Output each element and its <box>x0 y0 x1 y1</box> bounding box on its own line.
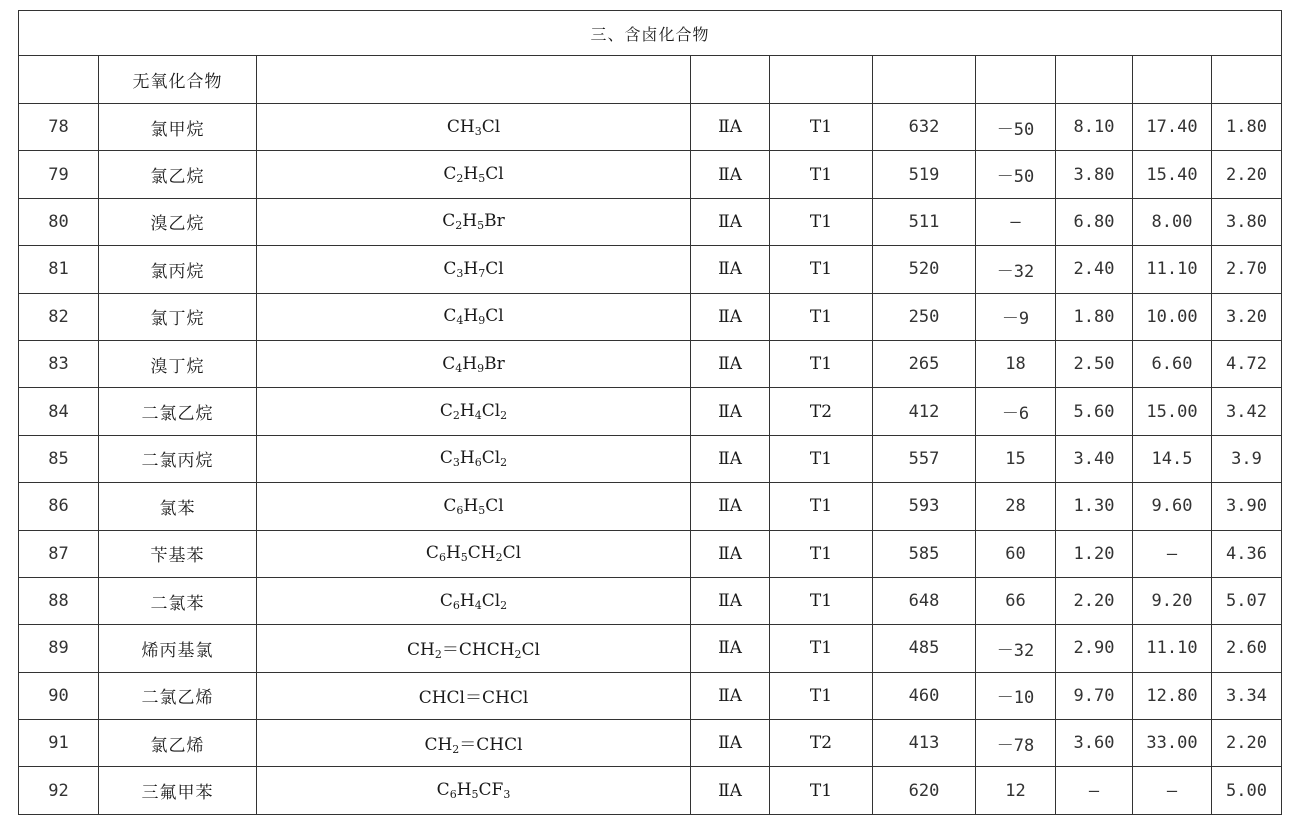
formula-segment: H <box>459 448 475 469</box>
relative-density: 3.42 <box>1212 388 1282 435</box>
lower-explosive-limit: 3.40 <box>1056 435 1133 482</box>
compound-name: 二氯苯 <box>99 577 257 624</box>
compound-name: 溴丁烷 <box>99 340 257 387</box>
formula-subscript: 6 <box>449 788 457 802</box>
chemical-formula <box>257 198 691 245</box>
formula-segment: CHCl＝CHCl <box>418 688 529 709</box>
gas-group: ⅡA <box>691 577 770 624</box>
empty-cell <box>1056 56 1133 104</box>
row-number: 87 <box>19 530 99 577</box>
temperature-class: T1 <box>770 246 873 293</box>
gas-group: ⅡA <box>691 483 770 530</box>
ignition-temperature: 250 <box>873 293 976 340</box>
table-row <box>19 530 1282 577</box>
upper-explosive-limit: 11.10 <box>1133 625 1212 672</box>
flash-point: －32 <box>976 246 1056 293</box>
formula-segment: C <box>439 448 453 469</box>
ignition-temperature: 632 <box>873 104 976 151</box>
formula-subscript: 2 <box>456 172 464 186</box>
row-number: 84 <box>19 388 99 435</box>
upper-explosive-limit: — <box>1133 530 1212 577</box>
relative-density: 3.9 <box>1212 435 1282 482</box>
ignition-temperature: 413 <box>873 720 976 767</box>
formula-segment: H <box>456 780 472 801</box>
compound-name: 溴乙烷 <box>99 198 257 245</box>
formula-subscript: 3 <box>474 124 482 138</box>
temperature-class: T1 <box>770 198 873 245</box>
table-row <box>19 720 1282 767</box>
upper-explosive-limit: 33.00 <box>1133 720 1212 767</box>
temperature-class: T1 <box>770 530 873 577</box>
table-row <box>19 435 1282 482</box>
row-number: 79 <box>19 151 99 198</box>
relative-density: 3.34 <box>1212 672 1282 719</box>
chemical-formula <box>257 293 691 340</box>
lower-explosive-limit: 2.90 <box>1056 625 1133 672</box>
relative-density: 2.20 <box>1212 720 1282 767</box>
formula-segment: C <box>425 543 439 564</box>
lower-explosive-limit: 6.80 <box>1056 198 1133 245</box>
upper-explosive-limit: 8.00 <box>1133 198 1212 245</box>
gas-group: ⅡA <box>691 198 770 245</box>
formula-segment: CH <box>407 640 435 661</box>
relative-density: 4.72 <box>1212 340 1282 387</box>
section-title: 三、含卤化合物 <box>19 11 1282 56</box>
compound-name: 氯丁烷 <box>99 293 257 340</box>
formula-segment: ＝CHCl <box>459 735 523 756</box>
flash-point: －10 <box>976 672 1056 719</box>
chemical-formula <box>257 625 691 672</box>
formula-subscript: 6 <box>474 456 482 470</box>
table-row <box>19 625 1282 672</box>
formula-segment: H <box>459 401 475 422</box>
lower-explosive-limit: 1.30 <box>1056 483 1133 530</box>
temperature-class: T1 <box>770 672 873 719</box>
ignition-temperature: 511 <box>873 198 976 245</box>
lower-explosive-limit: 9.70 <box>1056 672 1133 719</box>
formula-subscript: 4 <box>474 409 482 423</box>
row-number: 89 <box>19 625 99 672</box>
row-number: 82 <box>19 293 99 340</box>
formula-segment: ＝CHCH <box>441 640 515 661</box>
subsection-no-cell <box>19 56 99 104</box>
formula-segment: C <box>442 211 456 232</box>
ignition-temperature: 485 <box>873 625 976 672</box>
gas-group: ⅡA <box>691 625 770 672</box>
lower-explosive-limit: 5.60 <box>1056 388 1133 435</box>
relative-density: 3.20 <box>1212 293 1282 340</box>
formula-segment: C <box>443 495 457 516</box>
section-header-row <box>19 11 1282 56</box>
chemical-formula <box>257 720 691 767</box>
upper-explosive-limit: 12.80 <box>1133 672 1212 719</box>
ignition-temperature: 460 <box>873 672 976 719</box>
gas-group: ⅡA <box>691 435 770 482</box>
formula-subscript: 5 <box>471 788 479 802</box>
formula-segment: Br <box>484 353 505 374</box>
compound-name: 烯丙基氯 <box>99 625 257 672</box>
upper-explosive-limit: — <box>1133 767 1212 814</box>
ignition-temperature: 520 <box>873 246 976 293</box>
formula-subscript: 4 <box>474 598 482 612</box>
upper-explosive-limit: 17.40 <box>1133 104 1212 151</box>
table-row <box>19 577 1282 624</box>
temperature-class: T1 <box>770 483 873 530</box>
table-row <box>19 672 1282 719</box>
compound-name: 三氟甲苯 <box>99 767 257 814</box>
chemical-formula <box>257 104 691 151</box>
relative-density: 2.60 <box>1212 625 1282 672</box>
flash-point: －9 <box>976 293 1056 340</box>
flash-point: －50 <box>976 151 1056 198</box>
empty-cell <box>1133 56 1212 104</box>
empty-cell <box>257 56 691 104</box>
formula-segment: C <box>443 306 457 327</box>
gas-group: ⅡA <box>691 340 770 387</box>
compound-name: 二氯丙烷 <box>99 435 257 482</box>
gas-group: ⅡA <box>691 246 770 293</box>
formula-subscript: 5 <box>477 219 485 233</box>
flash-point: －78 <box>976 720 1056 767</box>
row-number: 80 <box>19 198 99 245</box>
relative-density: 2.70 <box>1212 246 1282 293</box>
relative-density: 3.80 <box>1212 198 1282 245</box>
formula-segment: H <box>462 353 478 374</box>
flash-point: －50 <box>976 104 1056 151</box>
gas-group: ⅡA <box>691 293 770 340</box>
chemical-formula <box>257 435 691 482</box>
gas-group: ⅡA <box>691 530 770 577</box>
upper-explosive-limit: 11.10 <box>1133 246 1212 293</box>
upper-explosive-limit: 6.60 <box>1133 340 1212 387</box>
compound-name: 氯甲烷 <box>99 104 257 151</box>
flash-point: — <box>976 198 1056 245</box>
gas-group: ⅡA <box>691 767 770 814</box>
gas-group: ⅡA <box>691 720 770 767</box>
chemical-formula <box>257 672 691 719</box>
compound-name: 氯乙烯 <box>99 720 257 767</box>
lower-explosive-limit: 8.10 <box>1056 104 1133 151</box>
row-number: 78 <box>19 104 99 151</box>
relative-density: 3.90 <box>1212 483 1282 530</box>
subsection-label: 无氧化合物 <box>99 56 257 104</box>
formula-segment: C <box>436 780 450 801</box>
formula-subscript: 2 <box>455 219 463 233</box>
chemical-formula <box>257 577 691 624</box>
gas-group: ⅡA <box>691 672 770 719</box>
formula-segment: H <box>463 258 479 279</box>
lower-explosive-limit: 2.50 <box>1056 340 1133 387</box>
compound-name: 苄基苯 <box>99 530 257 577</box>
flash-point: 66 <box>976 577 1056 624</box>
temperature-class: T1 <box>770 767 873 814</box>
formula-subscript: 2 <box>500 456 508 470</box>
temperature-class: T1 <box>770 151 873 198</box>
formula-subscript: 2 <box>495 551 503 565</box>
formula-subscript: 2 <box>452 409 460 423</box>
lower-explosive-limit: 3.80 <box>1056 151 1133 198</box>
formula-subscript: 5 <box>478 503 486 517</box>
flash-point: 12 <box>976 767 1056 814</box>
formula-segment: Cl <box>521 640 540 661</box>
ignition-temperature: 593 <box>873 483 976 530</box>
formula-segment: H <box>463 495 479 516</box>
formula-segment: CH <box>446 116 475 137</box>
table-row <box>19 104 1282 151</box>
compound-name: 氯丙烷 <box>99 246 257 293</box>
formula-segment: Cl <box>481 116 501 137</box>
formula-segment: Br <box>484 211 505 232</box>
formula-segment: CF <box>478 780 504 801</box>
formula-segment: Cl <box>502 543 522 564</box>
table-row <box>19 483 1282 530</box>
formula-subscript: 3 <box>452 456 460 470</box>
compound-name: 二氯乙烷 <box>99 388 257 435</box>
gas-group: ⅡA <box>691 388 770 435</box>
relative-density: 2.20 <box>1212 151 1282 198</box>
chemical-formula <box>257 151 691 198</box>
formula-subscript: 3 <box>456 266 464 280</box>
lower-explosive-limit: 1.80 <box>1056 293 1133 340</box>
table-row <box>19 340 1282 387</box>
flash-point: 18 <box>976 340 1056 387</box>
formula-segment: Cl <box>481 401 501 422</box>
formula-segment: C <box>442 353 456 374</box>
row-number: 90 <box>19 672 99 719</box>
formula-segment: C <box>443 164 457 185</box>
ignition-temperature: 620 <box>873 767 976 814</box>
formula-segment: C <box>443 258 457 279</box>
temperature-class: T1 <box>770 625 873 672</box>
formula-segment: CH <box>467 543 496 564</box>
flash-point: 28 <box>976 483 1056 530</box>
formula-subscript: 5 <box>460 551 468 565</box>
formula-subscript: 2 <box>500 598 508 612</box>
ignition-temperature: 557 <box>873 435 976 482</box>
empty-cell <box>770 56 873 104</box>
formula-subscript: 4 <box>455 361 463 375</box>
flash-point: －6 <box>976 388 1056 435</box>
ignition-temperature: 519 <box>873 151 976 198</box>
row-number: 86 <box>19 483 99 530</box>
compound-name: 氯苯 <box>99 483 257 530</box>
table-row <box>19 198 1282 245</box>
flash-point: －32 <box>976 625 1056 672</box>
formula-subscript: 6 <box>456 503 464 517</box>
row-number: 88 <box>19 577 99 624</box>
chemical-formula <box>257 767 691 814</box>
lower-explosive-limit: 3.60 <box>1056 720 1133 767</box>
row-number: 92 <box>19 767 99 814</box>
empty-cell <box>873 56 976 104</box>
upper-explosive-limit: 15.00 <box>1133 388 1212 435</box>
temperature-class: T1 <box>770 293 873 340</box>
row-number: 85 <box>19 435 99 482</box>
ignition-temperature: 265 <box>873 340 976 387</box>
upper-explosive-limit: 15.40 <box>1133 151 1212 198</box>
formula-subscript: 6 <box>438 551 446 565</box>
empty-cell <box>691 56 770 104</box>
formula-segment: Cl <box>485 258 504 279</box>
chemical-formula <box>257 246 691 293</box>
formula-segment: H <box>463 164 479 185</box>
upper-explosive-limit: 10.00 <box>1133 293 1212 340</box>
compound-table <box>18 10 1282 815</box>
formula-segment: Cl <box>481 590 501 611</box>
formula-segment: C <box>439 590 453 611</box>
table-body <box>19 11 1282 815</box>
compound-name: 氯乙烷 <box>99 151 257 198</box>
table-row <box>19 767 1282 814</box>
formula-segment: Cl <box>481 448 501 469</box>
formula-segment: Cl <box>485 306 504 327</box>
temperature-class: T2 <box>770 388 873 435</box>
formula-segment: CH <box>424 735 453 756</box>
formula-segment: Cl <box>485 495 504 516</box>
formula-segment: Cl <box>485 164 504 185</box>
temperature-class: T2 <box>770 720 873 767</box>
ignition-temperature: 412 <box>873 388 976 435</box>
upper-explosive-limit: 9.60 <box>1133 483 1212 530</box>
formula-segment: H <box>462 211 478 232</box>
formula-subscript: 2 <box>500 409 508 423</box>
upper-explosive-limit: 14.5 <box>1133 435 1212 482</box>
empty-cell <box>976 56 1056 104</box>
chemical-formula <box>257 483 691 530</box>
table-row <box>19 388 1282 435</box>
lower-explosive-limit: 1.20 <box>1056 530 1133 577</box>
table-row <box>19 293 1282 340</box>
ignition-temperature: 585 <box>873 530 976 577</box>
temperature-class: T1 <box>770 577 873 624</box>
temperature-class: T1 <box>770 435 873 482</box>
formula-segment: C <box>439 401 453 422</box>
row-number: 91 <box>19 720 99 767</box>
formula-subscript: 3 <box>503 788 511 802</box>
relative-density: 5.07 <box>1212 577 1282 624</box>
lower-explosive-limit: 2.20 <box>1056 577 1133 624</box>
temperature-class: T1 <box>770 104 873 151</box>
gas-group: ⅡA <box>691 151 770 198</box>
table-row <box>19 151 1282 198</box>
chemical-formula <box>257 340 691 387</box>
formula-subscript: 7 <box>478 266 486 280</box>
compound-name: 二氯乙烯 <box>99 672 257 719</box>
formula-subscript: 6 <box>452 598 460 612</box>
formula-subscript: 4 <box>456 314 464 328</box>
formula-subscript: 2 <box>452 743 460 757</box>
flash-point: 60 <box>976 530 1056 577</box>
row-number: 81 <box>19 246 99 293</box>
temperature-class: T1 <box>770 340 873 387</box>
formula-segment: H <box>445 543 461 564</box>
relative-density: 5.00 <box>1212 767 1282 814</box>
lower-explosive-limit: — <box>1056 767 1133 814</box>
formula-subscript: 2 <box>434 648 442 662</box>
formula-subscript: 9 <box>478 314 486 328</box>
formula-subscript: 5 <box>478 172 486 186</box>
chemical-formula <box>257 530 691 577</box>
flash-point: 15 <box>976 435 1056 482</box>
chemical-formula <box>257 388 691 435</box>
ignition-temperature: 648 <box>873 577 976 624</box>
gas-group: ⅡA <box>691 104 770 151</box>
formula-subscript: 9 <box>477 361 485 375</box>
upper-explosive-limit: 9.20 <box>1133 577 1212 624</box>
empty-cell <box>1212 56 1282 104</box>
formula-subscript: 2 <box>514 648 522 662</box>
relative-density: 1.80 <box>1212 104 1282 151</box>
lower-explosive-limit: 2.40 <box>1056 246 1133 293</box>
row-number: 83 <box>19 340 99 387</box>
table-row <box>19 246 1282 293</box>
relative-density: 4.36 <box>1212 530 1282 577</box>
formula-segment: H <box>459 590 475 611</box>
formula-segment: H <box>463 306 479 327</box>
subsection-row <box>19 56 1282 104</box>
